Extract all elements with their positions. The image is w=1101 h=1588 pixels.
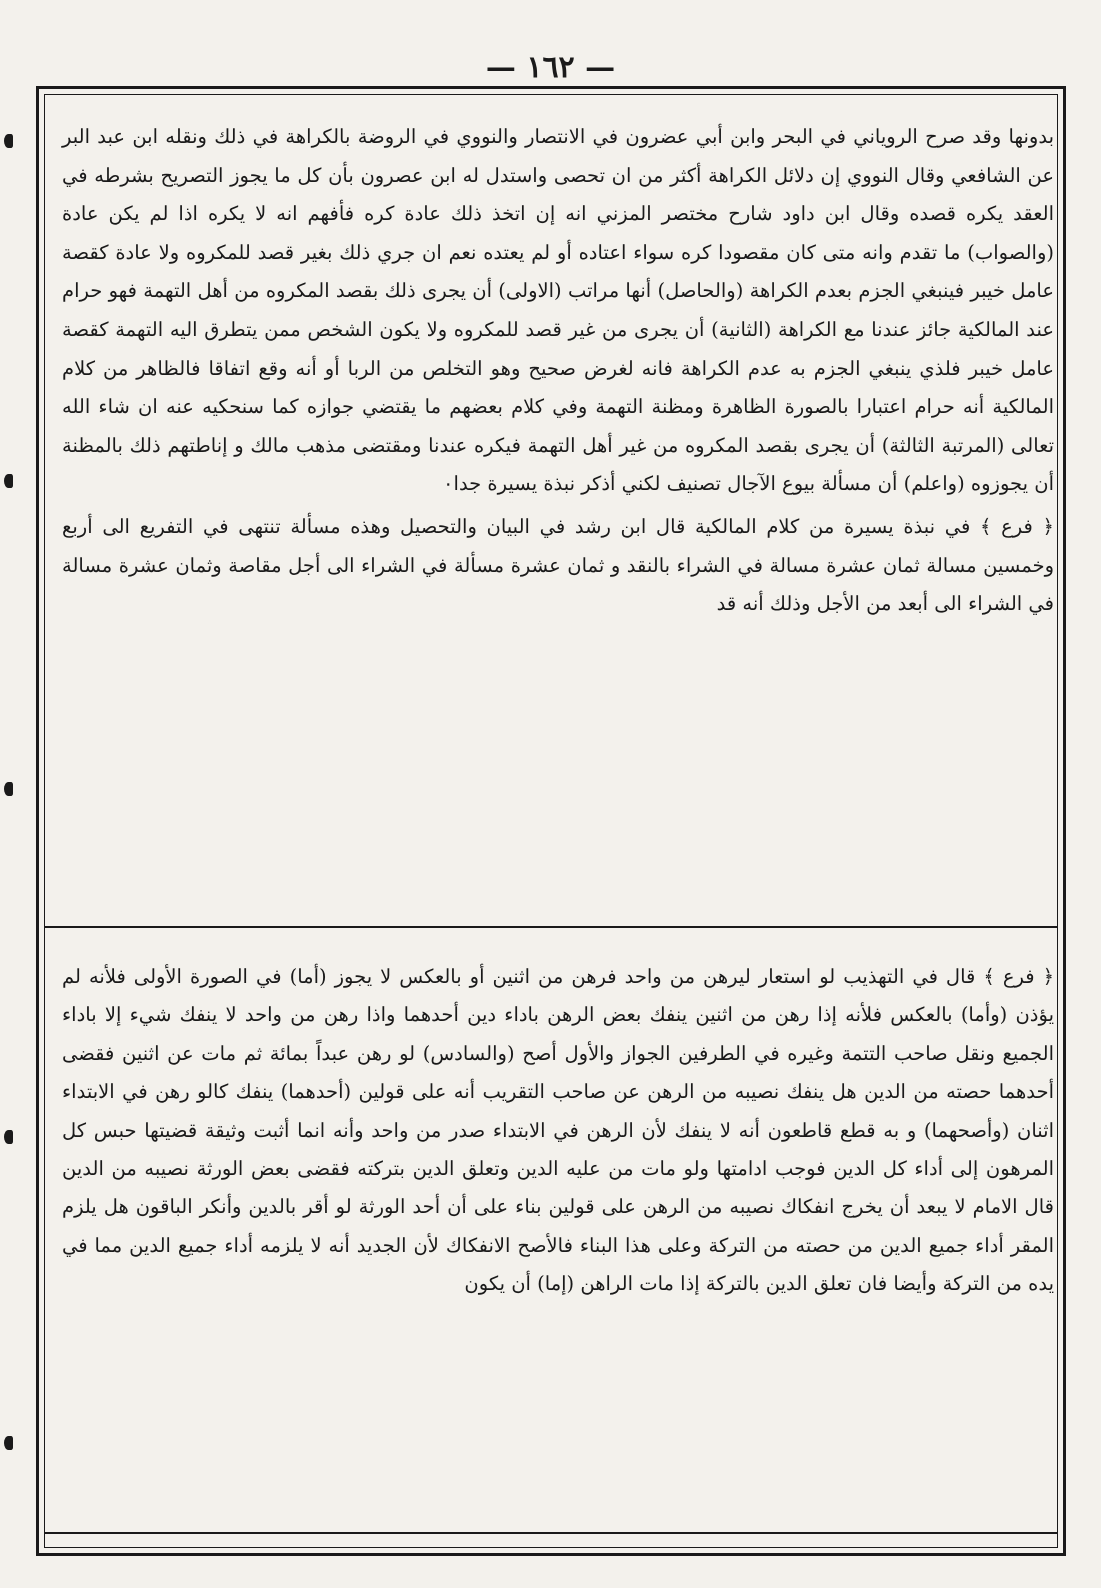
margin-mark [4,1436,13,1450]
section-divider [44,926,1058,928]
notes-text-block [62,958,1054,1304]
margin-mark [4,782,13,796]
main-text-block [62,118,1054,624]
page-number: — ١٦٢ — [485,50,616,85]
main-paragraph: بدونها وقد صرح الروياني في البحر وابن أبي عضرون في الانتصار والنووي في الروضة بالكراهة في ذلك ونقله ابن عبد البر عن الشافعي وقال النووي إن دلائل الكراهة أكثر من ان تحصى واستدل له ابن عصرون بأن كل ما يجوز التصريح بشرطه في العقد يكره قصده وقال ابن داود شارح مختصر المزني انه إن اتخذ ذلك عادة كره فأفهم انه لا يكره اذا لم يكن عادة (والصواب) ما تقدم وانه متى كان مقصودا كره سواء اعتاده أو لم يعتده نعم ان جري ذلك بغير قصد للمكروه ولا عادة كقصة عامل خيبر فينبغي الجزم بعدم الكراهة (والحاصل) أنها مراتب (الاولى) أن يجرى ذلك بقصد المكروه من أهل التهمة فهو حرام عند المالكية جائز عندنا مع الكراهة (الثانية) أن يجرى من غير قصد للمكروه ولا يكون الشخص ممن يتطرق اليه التهمة كقصة عامل خيبر فلذي ينبغي الجزم به عدم الكراهة فانه لغرض صحيح وهو التخلص من الربا أو أنه وقع اتفاقا فالظاهر من كلام المالكية أنه حرام اعتبارا بالصورة الظاهرة ومظنة التهمة وفي كلام بعضهم ما يقتضي جوازه كما سنحكيه عنه ان شاء الله تعالى (المرتبة الثالثة) أن يجرى بقصد المكروه من غير أهل التهمة فيكره عندنا ومقتضى مذهب مالك و إناطتهم ذلك بالمظنة أن يجوزوه (واعلم) أن مسألة بيوع الآجال تصنيف لكني أذكر نبذة يسيرة جدا٠ [62,125,1054,496]
notes-paragraph: ﴿ فرع ﴾ قال في التهذيب لو استعار ليرهن من واحد فرهن من اثنين أو بالعكس لا يجوز (أما) في الصورة الأولى فلأنه لم يؤذن (وأما) بالعكس فلأنه إذا رهن من اثنين ينفك بعض الرهن باداء دين أحدهما واذا رهن من واحد لا ينفك شيء إلا باداء الجميع ونقل صاحب التتمة وغيره في الطرفين الجواز والأول أصح (والسادس) لو رهن عبداً بمائة ثم مات عن اثنين فقضى أحدهما حصته من الدين هل ينفك نصيبه من الرهن عن صاحب التقريب أنه على قولين (أحدهما) ينفك كالو رهن في الابتداء اثنان (وأصحهما) و به قطع قاطعون أنه لا ينفك لأن الرهن في الابتداء صدر من واحد وأنه انما أثبت وثيقة قضيتها حبس كل المرهون إلى أداء كل الدين فوجب ادامتها ولو مات من عليه الدين وتعلق الدين بتركته فقضى بعض الورثة نصيبه من الدين قال الامام لا يبعد أن يخرج انفكاك نصيبه من الرهن على قولين بناء على أن أحد الورثة لو أقر بالدين وأنكر الباقون هل يلزم المقر أداء جميع الدين من حصته من التركة وعلى هذا البناء فالأصح الانفكاك لأن الجديد أنه لا يلزمه أداء جميع الدين مما في يده من التركة وأيضا فان تعلق الدين بالتركة إذا مات الراهن (إما) أن يكون [62,965,1054,1296]
margin-mark [4,134,13,148]
margin-mark [4,1130,13,1144]
margin-mark [4,474,13,488]
bottom-rule [44,1532,1058,1534]
main-paragraph: ﴿ فرع ﴾ في نبذة يسيرة من كلام المالكية قال ابن رشد في البيان والتحصيل وهذه مسألة تنتهى في التفريع الى أربع وخمسين مسالة ثمان عشرة مسالة في الشراء بالنقد و ثمان عشرة مسألة في الشراء الى أجل مقاصة وثمان عشرة مسالة في الشراء الى أبعد من الأجل وذلك أنه قد [62,514,1054,616]
